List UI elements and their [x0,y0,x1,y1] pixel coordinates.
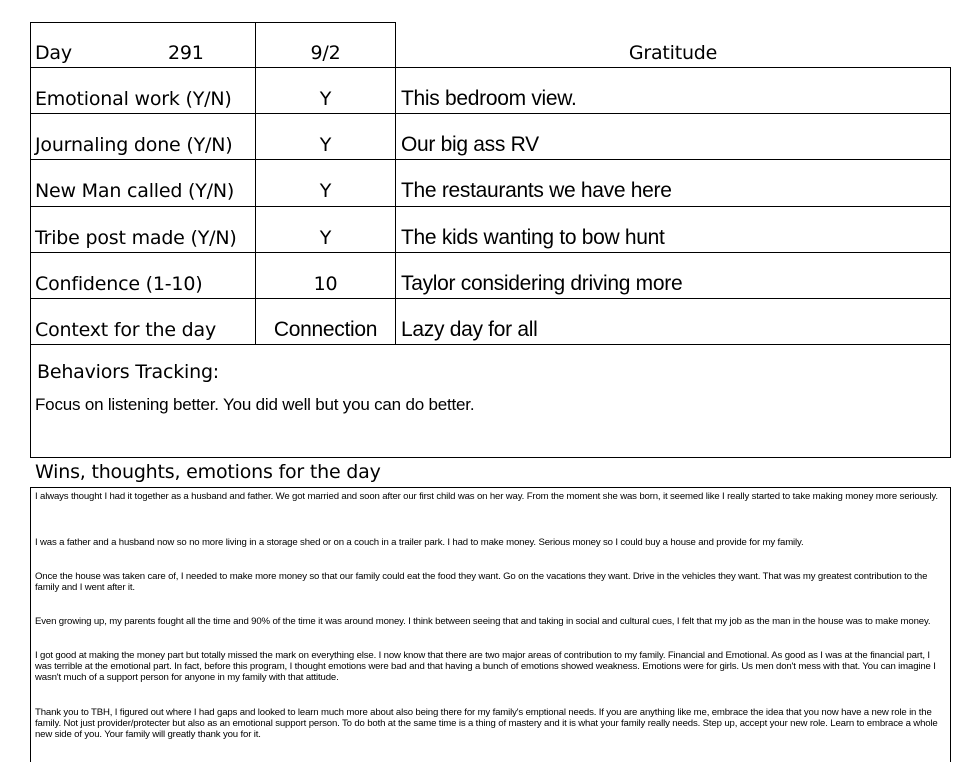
row-value-confidence: 10 [313,273,338,295]
wins-paragraph: Even growing up, my parents fought all the time and 90% of the time it was around money. I think between seeing that and taking in social and cultural cues, I felt that my job as the man in the house was to make money. [35,616,931,627]
wins-paragraph: Thank you to TBH, I figured out where I had gaps and looked to learn much more about also being there for my family's emptional needs. If you are anything like me, embrace the idea that you now have a new role in the family. Not just provider/protecter but also as an emotional support person. To do both at the same time is a thing of mastery and it is what your family really needs. Step up, accept your new role. Learn to embrace a whole new side of you. Your family will greatly thank you for it. [35,707,938,740]
day-number: 291 [168,42,204,64]
day-label: Day [35,42,72,64]
row-divider [30,252,951,253]
row-label-confidence: Confidence (1-10) [35,273,203,295]
wins-paragraph: Once the house was taken care of, I needed to make more money so that our family could eat the food they want. Go on the vacations they want. Drive in the vehicles they want. That was my greatest contribution to the family and I went after it. [35,571,928,593]
table-left-border [30,22,31,458]
behaviors-title: Behaviors Tracking: [37,361,220,383]
gratitude-item: The kids wanting to bow hunt [401,226,665,249]
row-label-emotional-work: Emotional work (Y/N) [35,88,232,110]
table-top-border [30,22,395,23]
gratitude-item: Our big ass RV [401,133,539,156]
row-label-new-man-called: New Man called (Y/N) [35,180,235,202]
row-value-new-man-called: Y [319,180,332,202]
wins-paragraph: I got good at making the money part but totally missed the mark on everything else. I now know that there are two major areas of contribution to my family. Financial and Emotional. As good as I was at the financial part, I was terrible at the emotional part. In fact, before this program, I thought emotions were bad and that having a bunch of emotions showed weakness. Emotions were for girls. Us men don't mess with that. You can imagine I wasn't much of a support person for anyone in my family with that attitude. [35,650,936,683]
gratitude-item: The restaurants we have here [401,179,672,202]
row-label-tribe-post: Tribe post made (Y/N) [35,227,237,249]
column-divider [395,22,396,345]
gratitude-item: This bedroom view. [401,87,577,110]
row-value-context: Connection [273,318,378,341]
row-divider [30,344,951,345]
wins-paragraph: I always thought I had it together as a husband and father. We got married and soon after our first child was on her way. From the moment she was born, it seemed like I really started to take making money more seriously. [35,491,938,502]
row-value-journaling: Y [319,134,332,156]
row-divider [30,159,951,160]
row-divider [30,206,951,207]
table-right-border [950,67,951,458]
row-label-context: Context for the day [35,319,217,341]
row-divider [30,67,951,68]
row-divider [30,113,951,114]
date-value: 9/2 [310,42,341,64]
row-value-emotional-work: Y [319,88,332,110]
gratitude-header: Gratitude [628,42,718,64]
row-divider [30,298,951,299]
wins-title: Wins, thoughts, emotions for the day [35,461,381,483]
row-value-tribe-post: Y [319,227,332,249]
behaviors-text: Focus on listening better. You did well but you can do better. [35,395,475,414]
gratitude-item: Taylor considering driving more [401,272,683,295]
wins-paragraph: I was a father and a husband now so no more living in a storage shed or on a couch in a trailer park. I had to make money. Serious money so I could buy a house and provide for my family. [35,537,804,548]
behaviors-bottom-border [30,457,951,458]
gratitude-item: Lazy day for all [401,318,538,341]
row-label-journaling: Journaling done (Y/N) [35,134,233,156]
